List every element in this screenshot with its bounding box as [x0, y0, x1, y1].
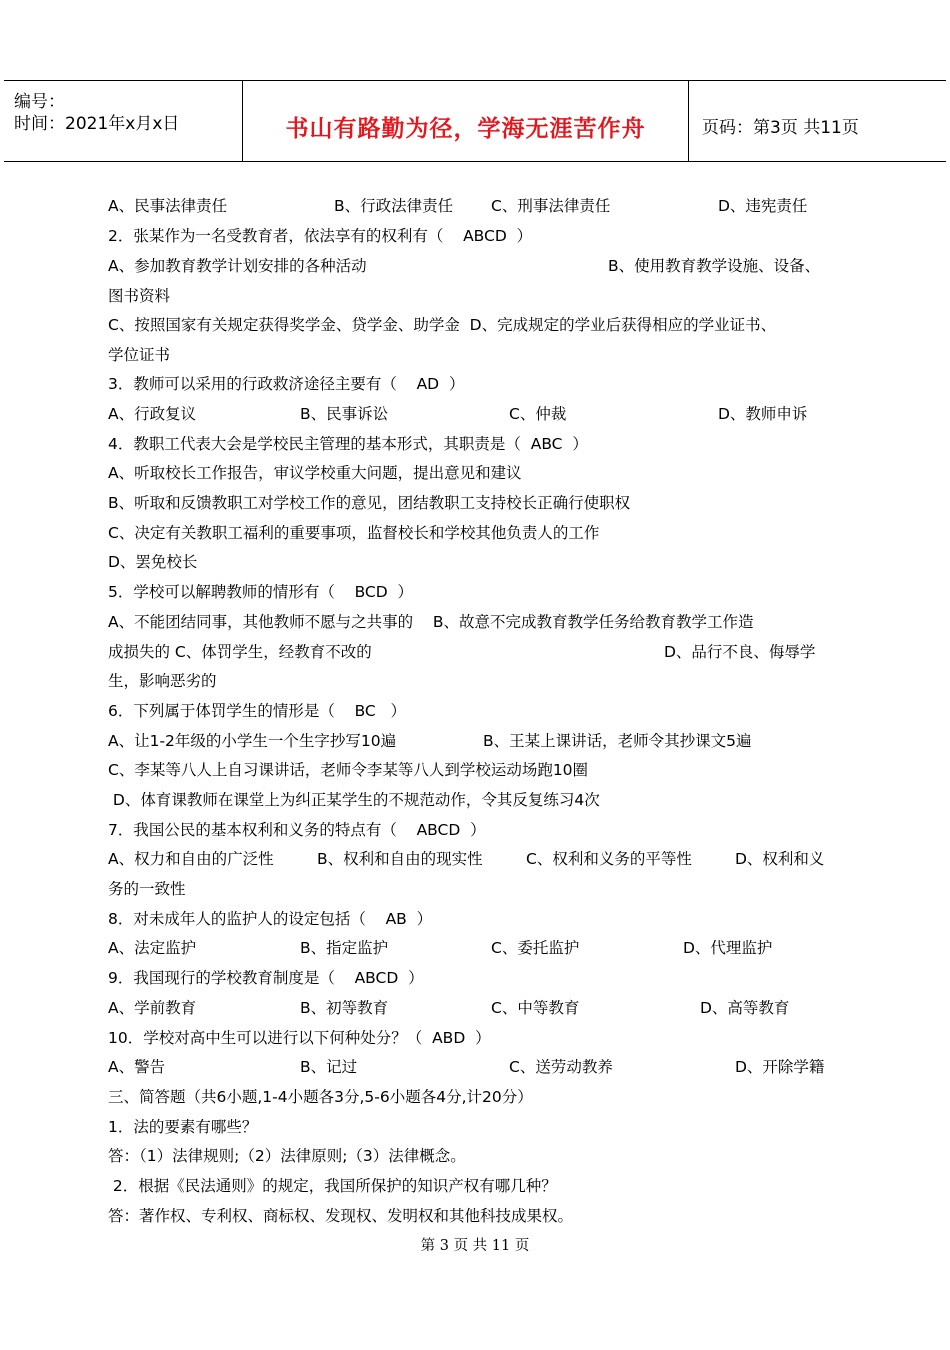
document-number-label: 编号：	[14, 92, 65, 112]
document-header	[4, 80, 946, 162]
q2-stem: 2．张某作为一名受教育者，依法享有的权利有（ ABCD ）	[108, 227, 533, 245]
q7-stem: 7．我国公民的基本权利和义务的特点有（ ABCD ）	[108, 821, 486, 839]
q2-options-ab	[108, 254, 848, 278]
q9-option-b: B、初等教育	[300, 999, 389, 1017]
q7-option-c: C、权利和义务的平等性	[526, 850, 692, 868]
q10-option-a: A、警告	[108, 1058, 166, 1076]
q1-option-a: A、民事法律责任	[108, 197, 228, 215]
q8-option-a: A、法定监护	[108, 939, 197, 957]
q6-option-a: A、让1-2年级的小学生一个生字抄写10遍	[108, 732, 397, 750]
q3-option-b: B、民事诉讼	[300, 405, 389, 423]
q1-option-d: D、违宪责任	[718, 197, 808, 215]
q3-option-d: D、教师申诉	[718, 405, 808, 423]
q9-option-c: C、中等教育	[491, 999, 580, 1017]
q4-stem: 4．教职工代表大会是学校民主管理的基本形式，其职责是（ ABC ）	[108, 435, 588, 453]
header-page-info: 页码：第3页 共11页	[702, 118, 859, 138]
q10-options	[108, 1055, 848, 1079]
short-q2-answer: 答：著作权、专利权、商标权、发现权、发明权和其他科技成果权。	[108, 1207, 574, 1225]
q7-option-d-cont: 务的一致性	[108, 880, 186, 898]
q8-stem: 8．对未成年人的监护人的设定包括（ AB ）	[108, 910, 433, 928]
q6-option-b: B、王某上课讲话，老师令其抄课文5遍	[483, 732, 752, 750]
header-page-cell	[690, 81, 946, 161]
q9-options	[108, 996, 848, 1020]
q1-option-c: C、刑事法律责任	[491, 197, 611, 215]
q2-option-b-cont: 图书资料	[108, 287, 171, 305]
q8-option-d: D、代理监护	[683, 939, 773, 957]
section-3-heading: 三、简答题（共6小题,1-4小题各3分,5-6小题各4分,计20分）	[108, 1088, 533, 1106]
document-time-label: 时间：2021年x月x日	[14, 114, 180, 134]
q8-options	[108, 936, 848, 960]
q10-stem: 10．学校对高中生可以进行以下何种处分？（ ABD ）	[108, 1029, 491, 1047]
short-q1: 1．法的要素有哪些？	[108, 1118, 258, 1136]
q10-option-d: D、开除学籍	[735, 1058, 825, 1076]
q4-option-c: C、决定有关教职工福利的重要事项，监督校长和学校其他负责人的工作	[108, 524, 600, 542]
q5-option-d: D、品行不良、侮辱学	[664, 643, 816, 661]
q2-options-cd: C、按照国家有关规定获得奖学金、贷学金、助学金 D、完成规定的学业后获得相应的学业证书、	[108, 316, 777, 334]
header-motto-cell	[243, 81, 689, 161]
q2-option-a: A、参加教育教学计划安排的各种活动	[108, 257, 367, 275]
q5-options-ab: A、不能团结同事，其他教师不愿与之共事的 B、故意不完成教育教学任务给教育教学工作造	[108, 613, 754, 631]
header-meta-cell	[4, 81, 243, 161]
q5-option-c: 成损失的 C、体罚学生，经教育不改的	[108, 643, 372, 661]
q3-options	[108, 402, 848, 426]
q6-options-ab	[108, 729, 848, 753]
q5-stem: 5．学校可以解聘教师的情形有（ BCD ）	[108, 583, 414, 601]
q6-option-c: C、李某等八人上自习课讲话，老师令李某等八人到学校运动场跑10圈	[108, 761, 589, 779]
q3-stem: 3．教师可以采用的行政救济途径主要有（ AD ）	[108, 375, 465, 393]
q7-option-b: B、权利和自由的现实性	[317, 850, 483, 868]
q6-option-d: D、体育课教师在课堂上为纠正某学生的不规范动作，令其反复练习4次	[108, 791, 600, 809]
q2-option-b: B、使用教育教学设施、设备、	[608, 257, 821, 275]
q8-option-b: B、指定监护	[300, 939, 389, 957]
q4-option-b: B、听取和反馈教职工对学校工作的意见，团结教职工支持校长正确行使职权	[108, 494, 631, 512]
q8-option-c: C、委托监护	[491, 939, 580, 957]
q6-stem: 6．下列属于体罚学生的情形是（ BC ）	[108, 702, 407, 720]
header-motto: 书山有路勤为径，学海无涯苦作舟	[285, 116, 646, 142]
q7-options	[108, 847, 848, 871]
short-q1-answer: 答：（1）法律规则;（2）法律原则;（3）法律概念。	[108, 1147, 466, 1165]
q9-option-a: A、学前教育	[108, 999, 197, 1017]
q5-option-d-cont: 生，影响恶劣的	[108, 672, 217, 690]
q7-option-a: A、权力和自由的广泛性	[108, 850, 274, 868]
q2-option-d-cont: 学位证书	[108, 346, 171, 364]
q1-options	[108, 194, 808, 218]
q4-option-d: D、罢免校长	[108, 553, 198, 571]
q7-option-d: D、权利和义	[735, 850, 825, 868]
q9-option-d: D、高等教育	[700, 999, 790, 1017]
page-footer: 第 3 页 共 11 页	[420, 1238, 530, 1254]
q4-option-a: A、听取校长工作报告，审议学校重大问题，提出意见和建议	[108, 464, 522, 482]
short-q2: 2．根据《民法通则》的规定，我国所保护的知识产权有哪几种？	[108, 1177, 557, 1195]
q10-option-b: B、记过	[300, 1058, 358, 1076]
q3-option-c: C、仲裁	[509, 405, 567, 423]
q9-stem: 9．我国现行的学校教育制度是（ ABCD ）	[108, 969, 424, 987]
q10-option-c: C、送劳动教养	[509, 1058, 613, 1076]
q5-options-cd	[108, 640, 848, 664]
q3-option-a: A、行政复议	[108, 405, 197, 423]
q1-option-b: B、行政法律责任	[334, 197, 454, 215]
